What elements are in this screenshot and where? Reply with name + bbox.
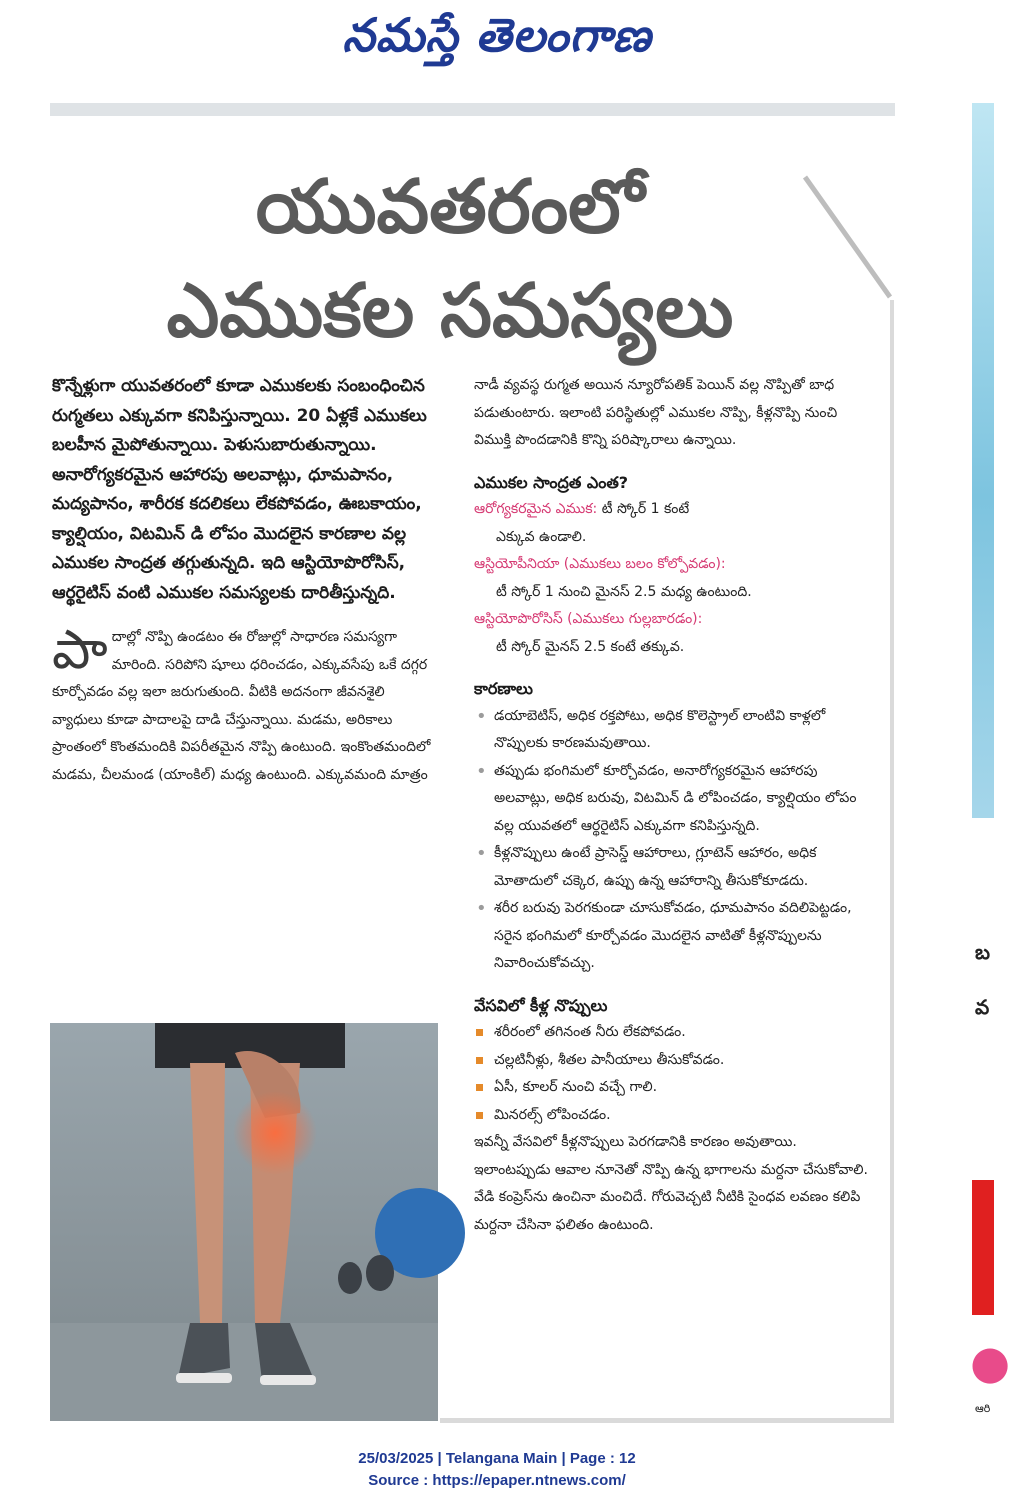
adjacent-article-image [972, 103, 994, 818]
masthead-logo: నమస్తే తెలంగాణ [342, 8, 652, 62]
list-item: ఏసీ, కూలర్ నుంచి వచ్చే గాలి. [474, 1074, 874, 1102]
adjacent-ad-graphic [972, 1180, 994, 1315]
body-text-right: నాడీ వ్యవస్థ రుగ్మత అయిన న్యూరోపతిక్ పెయిన్ వల్ల నొప్పితో బాధ పడుతుంటారు. ఇలాంటి పరిస్థితుల్లో ఎముకల నొప్పి, కీళ్లనొప్పి నుంచి విముక్తి పొందడానికి కొన్ని పరిష్కారాలు ఉన్నాయి. [474, 377, 838, 448]
footer-source: Source : https://epaper.ntnews.com/ [368, 1472, 626, 1489]
adjacent-text-fragment: వ [975, 995, 990, 1019]
list-item: • కీళ్లనొప్పులు ఉంటే ప్రాసెస్డ్ ఆహారాలు, గ్లూటెన్ ఆహారం, అధిక మోతాదులో చక్కెర, ఉప్పు ఉన్న ఆహారాన్ని తీసుకోకూడదు. [474, 840, 874, 895]
headline-corner-decoration [800, 172, 895, 302]
summer-list [474, 1019, 874, 1129]
headline-line-2: ఎముకల సమస్యలు [166, 268, 734, 354]
density-term: ఆస్టియోపొరోసిస్ (ఎముకలు గుల్లబారడం): [474, 611, 703, 627]
intro-paragraph: కొన్నేళ్లుగా యువతరంలో కూడా ఎముకలకు సంబంధించిన రుగ్మతలు ఎక్కువగా కనిపిస్తున్నాయి. 20 ఏళ్లకే ఎముకలు బలహీన మైపోతున్నాయి. పెళుసుబారుతున్నాయి. అనారోగ్యకరమైన ఆహారపు అలవాట్లు, ధూమపానం, మద్యపానం, శారీరక కదలికలు లేకపోవడం, ఊబకాయం, క్యాల్షియం, విటమిన్ డి లోపం మొదలైన కారణాల వల్ల ఎముకల సాంద్రత తగ్గుతున్నది. ఇది ఆస్టియోపొరోసిస్, ఆర్థరైటిస్ వంటి ఎముకల సమస్యలకు దారితీస్తున్నది. [52, 376, 427, 603]
density-term: ఆస్టియోపీనియా (ఎముకలు బలం కోల్పోవడం): [474, 556, 726, 572]
list-item: మినరల్స్ లోపించడం. [474, 1102, 874, 1130]
density-heading: ఎముకల సాంద్రత ఎంత? [474, 472, 629, 492]
left-column [52, 372, 437, 789]
list-item: • శరీర బరువు పెరగకుండా చూసుకోవడం, ధూమపానం వదిలిపెట్టడం, సరైన భంగిమలో కూర్చోవడం మొదలైన వాటితో కీళ్లనొప్పులను నివారించుకోవచ్చు. [474, 895, 874, 978]
density-item [474, 496, 874, 551]
causes-heading: కారణాలు [474, 679, 533, 698]
adjacent-text-fragment: బ [975, 940, 990, 964]
article-headline [50, 155, 850, 363]
right-column [474, 372, 874, 1239]
frame-bottom-border [440, 1418, 894, 1423]
body-paragraph-left [52, 618, 437, 789]
density-desc-2: ఎక్కువ ఉండాలి. [496, 528, 587, 545]
density-desc-2: టీ స్కోర్ 1 నుంచి మైనస్ 2.5 మధ్య ఉంటుంది. [496, 583, 752, 600]
density-desc-2: టీ స్కోర్ మైనస్ 2.5 కంటే తక్కువ. [496, 638, 685, 655]
list-item: చల్లటినీళ్లు, శీతల పానీయాలు తీసుకోవడం. [474, 1047, 874, 1075]
list-item: • డయాబెటిస్, అధిక రక్తపోటు, అధిక కొలెస్ట్రాల్ లాంటివి కాళ్లలో నొప్పులకు కారణమవుతాయి. [474, 703, 874, 758]
list-item: • తప్పుడు భంగిమలో కూర్చోవడం, అనారోగ్యకరమైన ఆహారపు అలవాట్లు, అధిక బరువు, విటమిన్ డి లోపించడం, క్యాల్షియం లోపం వల్ల యువతలో ఆర్థరైటిస్ ఎక్కువగా కనిపిస్తున్నది. [474, 758, 874, 841]
headline-line-1: యువతరంలో [255, 164, 645, 250]
footer-edition-info: 25/03/2025 | Telangana Main | Page : 12 [358, 1450, 636, 1467]
frame-right-border [890, 300, 894, 1420]
density-term: ఆరోగ్యకరమైన ఎముక: [474, 501, 598, 517]
density-item [474, 551, 874, 606]
body-text-left: దాల్లో నొప్పి ఉండటం ఈ రోజుల్లో సాధారణ సమస్యగా మారింది. సరిపోని షూలు ధరించడం, ఎక్కువసేపు ఒకే దగ్గర కూర్చోవడం వల్ల ఇలా జరుగుతుంది. వీటికి అదనంగా జీవనశైలి వ్యాధులు కూడా పాదాలపై దాడి చేస్తున్నాయి. మడమ, అరికాలు ప్రాంతంలో కొంతమందికి విపరీతమైన నొప్పి ఉంటుంది. ఇంకొంతమందిలో మడమ, చీలమండ (యాంకిల్) మధ్య ఉంటుంది. ఎక్కువమంది మాత్రం [52, 629, 431, 783]
adjacent-ad-graphic: ● [970, 1335, 1010, 1389]
knee-pain-photo [50, 1023, 438, 1421]
density-desc: టీ స్కోర్ 1 కంటే [601, 501, 690, 517]
summer-closing: ఇవన్నీ వేసవిలో కీళ్లనొప్పులు పెరగడానికి కారణం అవుతాయి. ఇలాంటప్పుడు ఆవాల నూనెతో నొప్పి ఉన్న భాగాలను మర్దనా చేసుకోవాలి. వేడి కంప్రెస్‌ను ఉంచినా మంచిదే. గోరువెచ్చటి నీటికి సైంధవ లవణం కలిపి మర్దనా చేసినా ఫలితం ఉంటుంది. [474, 1134, 868, 1233]
top-rule [50, 103, 895, 116]
density-item [474, 606, 874, 661]
summer-heading: వేసవిలో కీళ్ల నొప్పులు [474, 995, 608, 1015]
adjacent-text-fragment: ఆరి [975, 1402, 991, 1415]
drop-cap: పా [52, 618, 108, 681]
list-item: శరీరంలో తగినంత నీరు లేకపోవడం. [474, 1019, 874, 1047]
causes-list [474, 703, 874, 978]
